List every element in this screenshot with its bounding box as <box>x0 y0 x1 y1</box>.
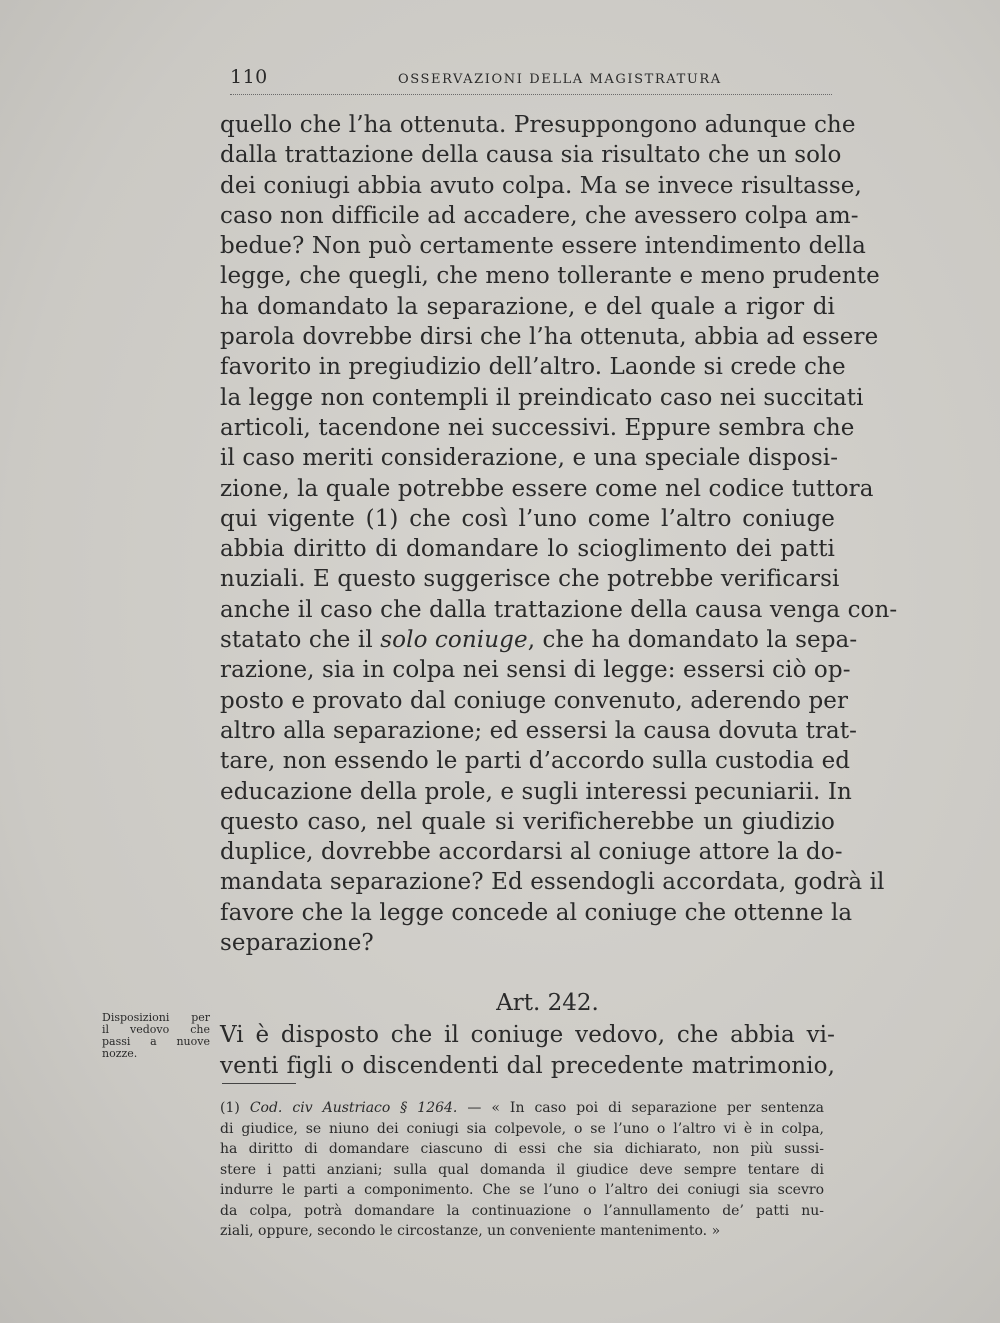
body-line: mandata separazione? Ed essendogli accordata, godrà il <box>220 869 885 896</box>
footnote-line: da colpa, potrà domandare la continuazione o l’annullamento de’ patti nu- <box>220 1202 824 1219</box>
body-line: la legge non contempli il preindicato caso nei succitati <box>220 384 864 411</box>
footnote-line: ha diritto di domandare ciascuno di essi che sia dichiarato, non più sussi- <box>220 1141 824 1157</box>
page-number: 110 <box>230 66 268 88</box>
body-line-with-italic <box>220 625 858 655</box>
footnote-line: stere i patti anziani; sulla qual domanda il giudice deve sempre tentare di <box>220 1161 824 1178</box>
body-line: zione, la quale potrebbe essere come nel codice tuttora <box>220 475 874 502</box>
body-text <box>220 110 898 1081</box>
body-line: posto e provato dal coniuge convenuto, aderendo per <box>220 687 849 714</box>
article-heading: Art. 242. <box>496 990 599 1017</box>
body-line: separazione? <box>220 930 374 957</box>
body-line: nuziali. E questo suggerisce che potrebbe verificarsi <box>220 566 840 593</box>
margin-note-line: passi a nuove <box>102 1035 210 1048</box>
footnote-line: indurre le parti a componimento. Che se l’uno o l’altro dei coniugi sia scevro <box>220 1182 824 1198</box>
margin-note <box>102 1012 210 1060</box>
footnote-source: Cod. civ Austriaco § 1264. <box>249 1100 458 1116</box>
footnote-rule <box>222 1083 296 1084</box>
body-line: questo caso, nel quale si verificherebbe un giudizio <box>220 808 835 835</box>
footnote-line <box>220 1098 824 1119</box>
body-line: dalla trattazione della causa sia risultato che un solo <box>220 142 842 169</box>
body-line-part: , che ha domandato la sepa- <box>527 627 858 654</box>
body-line: caso non difficile ad accadere, che avessero colpa am- <box>220 202 859 229</box>
body-line: dei coniugi abbia avuto colpa. Ma se invece risultasse, <box>220 172 862 199</box>
article-line: venti figli o discendenti dal precedente matrimonio, <box>220 1052 835 1079</box>
body-line: qui vigente (1) che così l’uno come l’altro coniuge <box>220 505 835 532</box>
footnote-line: di giudice, se niuno dei coniugi sia colpevole, o se l’uno o l’altro vi è in colpa, <box>220 1120 824 1137</box>
margin-note-line: Disposizioni per <box>102 1011 210 1024</box>
body-line: favore che la legge concede al coniuge che ottenne la <box>220 899 853 926</box>
body-line: legge, che quegli, che meno tollerante e meno prudente <box>220 263 880 290</box>
body-line: anche il caso che dalla trattazione della causa venga con- <box>220 596 898 623</box>
body-line: duplice, dovrebbe accordarsi al coniuge attore la do- <box>220 839 843 866</box>
footnote-ref: (1) <box>220 1100 250 1116</box>
footnote <box>220 1098 824 1242</box>
body-line: favorito in pregiudizio dell’altro. Laonde si crede che <box>220 354 846 381</box>
margin-note-line: nozze. <box>102 1047 138 1060</box>
footnote-text: — « In caso poi di separazione per sentenza <box>457 1100 825 1116</box>
footnote-line: ziali, oppure, secondo le circostanze, un conveniente mantenimento. » <box>220 1223 721 1239</box>
body-line: ha domandato la separazione, e del quale a rigor di <box>220 293 835 320</box>
body-line-part: statato che il <box>220 627 381 654</box>
body-line: parola dovrebbe dirsi che l’ha ottenuta, abbia ad essere <box>220 324 879 351</box>
running-head: OSSERVAZIONI DELLA MAGISTRATURA <box>398 72 722 87</box>
body-line: educazione della prole, e sugli interessi pecuniarii. In <box>220 778 852 805</box>
body-line: razione, sia in colpa nei sensi di legge: essersi ciò op- <box>220 657 851 684</box>
body-line: abbia diritto di domandare lo scioglimento dei patti <box>220 536 835 563</box>
article-line: Vi è disposto che il coniuge vedovo, che abbia vi- <box>220 1022 835 1049</box>
body-line: altro alla separazione; ed essersi la causa dovuta trat- <box>220 717 858 744</box>
margin-note-line: il vedovo che <box>102 1023 210 1036</box>
italic-phrase: solo coniuge <box>380 627 528 654</box>
body-line: tare, non essendo le parti d’accordo sulla custodia ed <box>220 748 851 775</box>
body-line: quello che l’ha ottenuta. Presuppongono adunque che <box>220 112 856 138</box>
page-header <box>230 64 832 95</box>
body-line: bedue? Non può certamente essere intendimento della <box>220 233 866 260</box>
body-line: articoli, tacendone nei successivi. Eppure sembra che <box>220 414 855 441</box>
body-line: il caso meriti considerazione, e una speciale disposi- <box>220 445 839 472</box>
